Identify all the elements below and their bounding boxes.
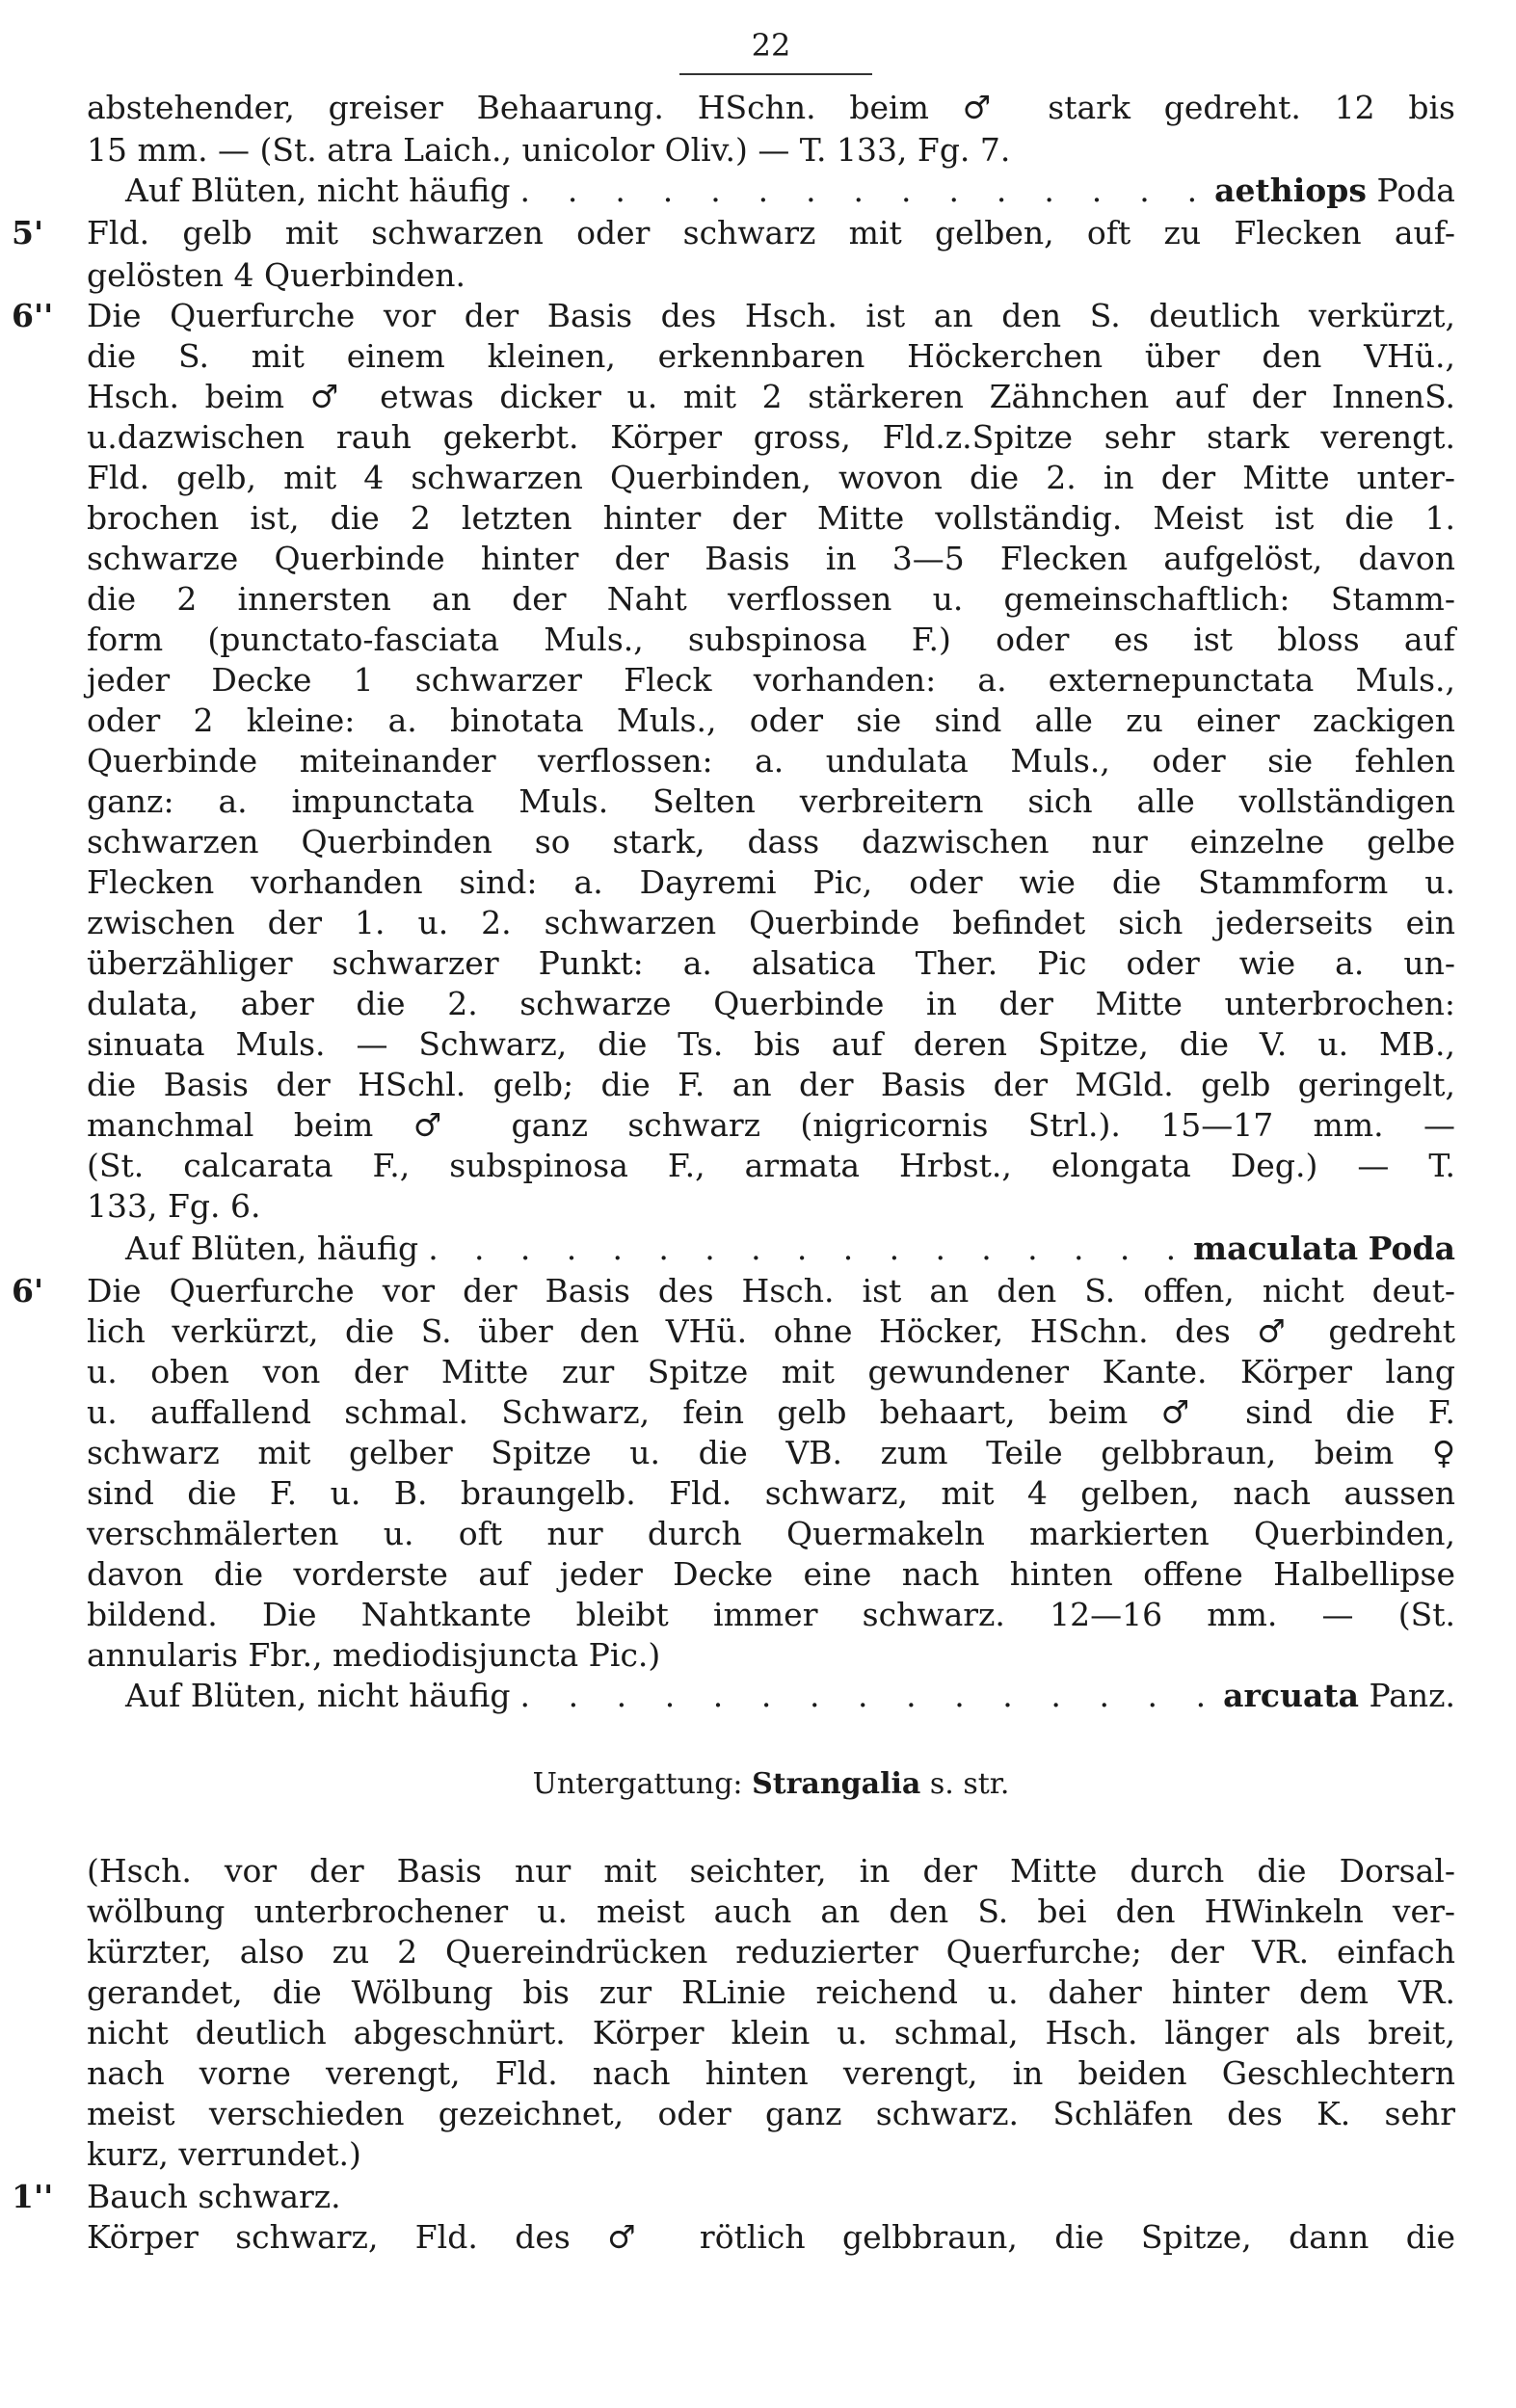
couplet-mark: 6'' <box>12 297 54 334</box>
text-line: (St. calcarata F., subspinosa F., armata Hrbst., elongata Deg.) — T. <box>87 1147 1455 1184</box>
text-line: form (punctato-fasciata Muls., subspinosa F.) oder es ist bloss auf <box>87 621 1455 658</box>
text-line: Flecken vorhanden sind: a. Dayremi Pic, oder wie die Stammform u. <box>87 863 1455 901</box>
text-line <box>12 212 1455 254</box>
key-entry-arcuata <box>87 1675 1455 1717</box>
taxon-name: arcuata <box>1223 1677 1359 1714</box>
text-line: u. auffallend schmal. Schwarz, fein gelb behaart, beim ♂ sind die F. <box>87 1393 1455 1431</box>
text-line: schwarze Querbinde hinter der Basis in 3—5 Flecken aufgelöst, davon <box>87 540 1455 577</box>
text-line: überzähliger schwarzer Punkt: a. alsatica Ther. Pic oder wie a. un- <box>87 944 1455 982</box>
text-line <box>12 1270 1455 1312</box>
text-line: zwischen der 1. u. 2. schwarzen Querbinde befindet sich jederseits ein <box>87 904 1455 941</box>
text-line: (Hsch. vor der Basis nur mit seichter, in der Mitte durch die Dorsal- <box>87 1852 1455 1890</box>
text-line: davon die vorderste auf jeder Decke eine nach hinten offene Halbellipse <box>87 1555 1455 1593</box>
text-line: abstehender, greiser Behaarung. HSchn. beim ♂ stark gedreht. 12 bis <box>87 89 1455 126</box>
text-line: gerandet, die Wölbung bis zur RLinie reichend u. daher hinter dem VR. <box>87 1973 1455 2011</box>
text-line: kurz, verrundet.) <box>87 2135 361 2173</box>
text-line: meist verschieden gezeichnet, oder ganz schwarz. Schläfen des K. sehr <box>87 2095 1455 2132</box>
text-line: lich verkürzt, die S. über den VHü. ohne Höcker, HSchn. des ♂ gedreht <box>87 1312 1455 1350</box>
couplet-mark: 1'' <box>12 2178 54 2215</box>
key-taxon <box>1193 1228 1455 1270</box>
key-entry-maculata <box>87 1228 1455 1270</box>
text-line: 15 mm. — (St. atra Laich., unicolor Oliv.) — T. 133, Fg. 7. <box>87 131 1011 169</box>
text-line: kürzter, also zu 2 Quereindrücken reduzierter Querfurche; der VR. einfach <box>87 1933 1455 1971</box>
taxon-author: Poda <box>1368 1230 1455 1267</box>
couplet-mark: 5' <box>12 214 44 251</box>
leader-dots: . . . . . . . . . . . . . . . <box>519 172 1206 209</box>
text-line: nicht deutlich abgeschnürt. Körper klein u. schmal, Hsch. länger als breit, <box>87 2014 1455 2051</box>
text-line: sind die F. u. B. braungelb. Fld. schwarz, mit 4 gelben, nach aussen <box>87 1474 1455 1512</box>
text-line-body: Die Querfurche vor der Basis des Hsch. ist an den S. offen, nicht deut- <box>87 1272 1455 1310</box>
text-line: u.dazwischen rauh gekerbt. Körper gross, Fld.z.Spitze sehr stark verengt. <box>87 418 1455 456</box>
text-line: 133, Fg. 6. <box>87 1187 261 1225</box>
text-line: wölbung unterbrochener u. meist auch an den S. bei den HWinkeln ver- <box>87 1892 1455 1930</box>
text-line: jeder Decke 1 schwarzer Fleck vorhanden: a. externepunctata Muls., <box>87 661 1455 699</box>
text-line: Hsch. beim ♂ etwas dicker u. mit 2 stärkeren Zähnchen auf der InnenS. <box>87 378 1455 415</box>
text-line: bildend. Die Nahtkante bleibt immer schwarz. 12—16 mm. — (St. <box>87 1596 1455 1633</box>
text-line: sinuata Muls. — Schwarz, die Ts. bis auf deren Spitze, die V. u. MB., <box>87 1025 1455 1063</box>
text-line: Körper schwarz, Fld. des ♂ rötlich gelbbraun, die Spitze, dann die <box>87 2218 1455 2256</box>
key-label: Auf Blüten, häufig <box>125 1230 419 1267</box>
taxon-author: Poda <box>1376 172 1455 209</box>
text-line: oder 2 kleine: a. binotata Muls., oder sie sind alle zu einer zackigen <box>87 701 1455 739</box>
taxon-name: aethiops <box>1214 172 1367 209</box>
text-line: die S. mit einem kleinen, erkennbaren Höckerchen über den VHü., <box>87 337 1455 375</box>
leader-dots: . . . . . . . . . . . . . . . . . <box>428 1230 1184 1267</box>
text-line: schwarzen Querbinden so stark, dass dazwischen nur einzelne gelbe <box>87 823 1455 860</box>
text-line: Fld. gelb, mit 4 schwarzen Querbinden, wovon die 2. in der Mitte unter- <box>87 459 1455 496</box>
taxon-author: Panz. <box>1369 1677 1455 1714</box>
subgenus-name: Strangalia <box>752 1767 921 1801</box>
text-line: u. oben von der Mitte zur Spitze mit gewundener Kante. Körper lang <box>87 1353 1455 1390</box>
text-line: nach vorne verengt, Fld. nach hinten verengt, in beiden Geschlechtern <box>87 2054 1455 2092</box>
key-taxon <box>1223 1675 1455 1717</box>
text-line-body: Fld. gelb mit schwarzen oder schwarz mit gelben, oft zu Flecken auf- <box>87 214 1455 251</box>
text-line: manchmal beim ♂ ganz schwarz (nigricornis Strl.). 15—17 mm. — <box>87 1106 1455 1144</box>
couplet-mark: 6' <box>12 1272 44 1310</box>
key-taxon <box>1214 170 1455 212</box>
text-line: Querbinde miteinander verflossen: a. undulata Muls., oder sie fehlen <box>87 742 1455 780</box>
key-label: Auf Blüten, nicht häufig <box>125 172 511 209</box>
taxon-name: maculata <box>1193 1230 1359 1267</box>
text-line: schwarz mit gelber Spitze u. die VB. zum Teile gelbbraun, beim ♀ <box>87 1434 1455 1471</box>
text-line: brochen ist, die 2 letzten hinter der Mitte vollständig. Meist ist die 1. <box>87 499 1455 537</box>
subgenus-prefix: Untergattung: <box>532 1767 743 1801</box>
page <box>12 0 1455 2408</box>
key-entry-aethiops <box>87 170 1455 212</box>
text-line: gelösten 4 Querbinden. <box>87 256 465 294</box>
text-line: die 2 innersten an der Naht verflossen u. gemeinschaftlich: Stamm- <box>87 580 1455 618</box>
header-rule <box>679 73 872 75</box>
text-line: ganz: a. impunctata Muls. Selten verbreitern sich alle vollständigen <box>87 782 1455 820</box>
subgenus-suffix: s. str. <box>929 1767 1010 1801</box>
page-number: 22 <box>751 27 791 64</box>
subgenus-heading <box>87 1763 1455 1806</box>
text-line: annularis Fbr., mediodisjuncta Pic.) <box>87 1636 661 1674</box>
text-line-body: Die Querfurche vor der Basis des Hsch. ist an den S. deutlich verkürzt, <box>87 297 1455 334</box>
text-line-body: Bauch schwarz. <box>87 2178 341 2215</box>
text-line <box>12 295 1455 337</box>
key-label: Auf Blüten, nicht häufig <box>125 1677 511 1714</box>
text-line: dulata, aber die 2. schwarze Querbinde in der Mitte unterbrochen: <box>87 985 1455 1022</box>
leader-dots: . . . . . . . . . . . . . . . <box>519 1677 1214 1714</box>
text-line: verschmälerten u. oft nur durch Quermakeln markierten Querbinden, <box>87 1515 1455 1552</box>
text-line <box>12 2176 1455 2218</box>
text-line: die Basis der HSchl. gelb; die F. an der Basis der MGld. gelb geringelt, <box>87 1066 1455 1103</box>
